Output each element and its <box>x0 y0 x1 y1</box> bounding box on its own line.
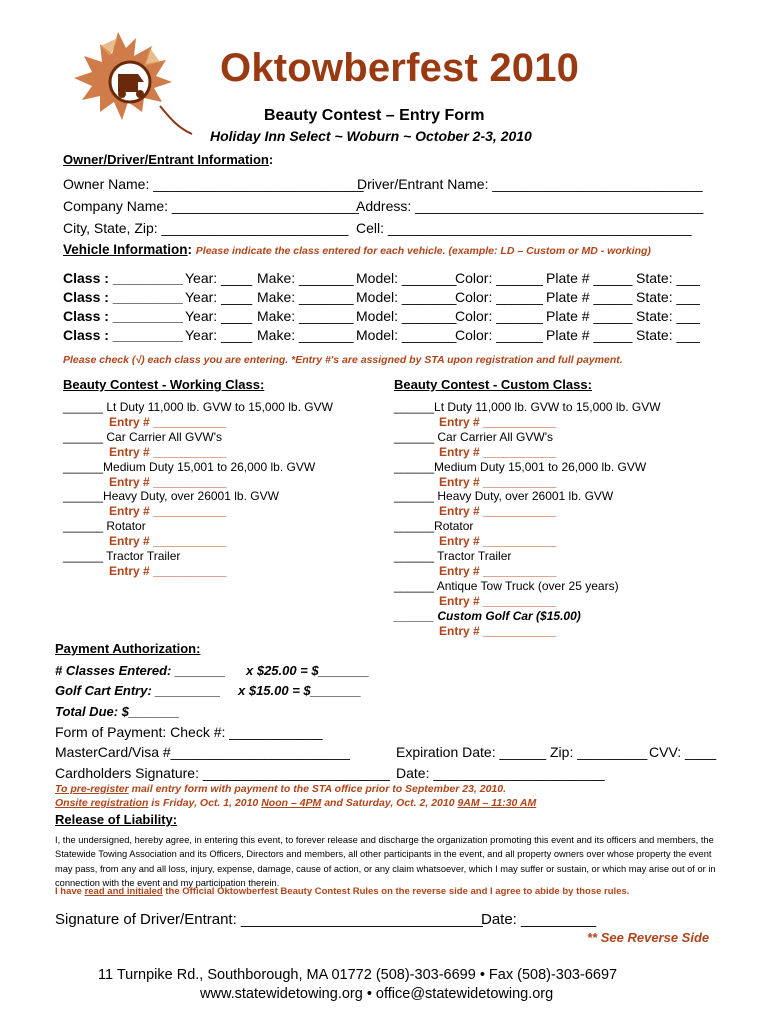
liability-heading: Release of Liability: <box>55 812 178 827</box>
preregister-text: mail entry form with payment to the STA office prior to September 23, 2010. <box>128 783 507 795</box>
vehicle-class-field[interactable]: Class : _________ <box>63 327 183 343</box>
footer-web: www.statewidetowing.org • office@statewidetowing.org <box>200 986 554 1002</box>
payment-heading: Payment Authorization: <box>55 641 201 656</box>
working_class-item[interactable]: ______Heavy Duty, over 26001 lb. GVW <box>63 489 279 504</box>
cardholder-signature-field[interactable]: Cardholders Signature: ________________________ <box>55 765 390 781</box>
expiration-field[interactable]: Expiration Date: ______ <box>396 744 547 760</box>
vehicle-plate-field[interactable]: Plate # _____ <box>546 270 633 286</box>
working_class-entry-number: Entry # ___________ <box>109 534 227 549</box>
owner-name-field[interactable]: Owner Name: ___________________________ <box>63 176 364 192</box>
onsite-text-2: and Saturday, Oct. 2, 2010 <box>321 797 458 809</box>
owner-heading-text: Owner/Driver/Entrant Information <box>63 152 269 167</box>
vehicle-note: Please indicate the class entered for each vehicle. (example: LD – Custom or MD - working) <box>195 245 651 257</box>
preregister-note <box>55 783 506 795</box>
agree-text-3: the Official Oktowberfest Beauty Contest Rules on the reverse side and I agree to abide by those rules. <box>162 886 630 897</box>
vehicle-heading-text: Vehicle Information <box>63 242 188 257</box>
see-reverse-note: ** See Reverse Side <box>587 930 710 945</box>
vehicle-make-field[interactable]: Make: _______ <box>257 270 354 286</box>
working_class-entry-number: Entry # ___________ <box>109 444 227 459</box>
vehicle-make-field[interactable]: Make: _______ <box>257 327 354 343</box>
liability-text: I, the undersigned, hereby agree, in entering this event, to forever release and discharge the organization promoting this event and its officers and members, the Statewide Towing Association and its Officers, Directors and members, all other participants in the event, and all property owners over whose property the event may pass, from any and all loss, injury, expense, damage, cause of action, or any claim whatsoever, which I may suffer or sustain, or which may arise out of or in connection with the event and my participation therein. <box>55 835 716 888</box>
owner-heading-colon: : <box>268 152 274 167</box>
working_class-entry-number: Entry # ___________ <box>109 504 227 519</box>
agree-text-2: read and initialed <box>84 886 163 897</box>
custom_class-entry-number: Entry # ___________ <box>439 593 557 608</box>
classes-calc: x $25.00 = $_______ <box>246 663 370 678</box>
vehicle-year-field[interactable]: Year: ____ <box>185 308 253 324</box>
vehicle-model-field[interactable]: Model: _______ <box>356 327 457 343</box>
cvv-field[interactable]: CVV: ____ <box>649 744 717 760</box>
custom_class-item[interactable]: ______ Car Carrier All GVW's <box>394 429 554 444</box>
vehicle-color-field[interactable]: Color: ______ <box>455 327 543 343</box>
golf-cart-field[interactable]: Golf Cart Entry: _________ <box>55 683 221 698</box>
preregister-label: To pre-register <box>55 783 129 795</box>
custom_class-item[interactable]: ______Rotator <box>394 519 474 534</box>
vehicle-section-heading <box>63 242 651 257</box>
form-of-payment-field[interactable]: Form of Payment: Check #: ____________ <box>55 724 323 740</box>
onsite-text-1: is Friday, Oct. 1, 2010 <box>148 797 262 809</box>
vehicle-class-field[interactable]: Class : _________ <box>63 270 183 286</box>
vehicle-heading-colon: : <box>187 242 196 257</box>
driver-name-field[interactable]: Driver/Entrant Name: ___________________________ <box>357 176 703 192</box>
working_class-item[interactable]: ______ Tractor Trailer <box>63 549 181 563</box>
custom_class-entry-number: Entry # ___________ <box>439 444 557 459</box>
maple-leaf-logo-icon <box>60 26 200 138</box>
working_class-entry-number: Entry # ___________ <box>109 415 227 429</box>
company-name-field[interactable]: Company Name: ________________________ <box>63 198 359 214</box>
onsite-label: Onsite registration <box>55 797 149 809</box>
working-class-heading: Beauty Contest - Working Class: <box>63 377 265 392</box>
custom_class-item[interactable]: ______Medium Duty 15,001 to 26,000 lb. GVW <box>394 459 647 474</box>
card-number-field[interactable]: MasterCard/Visa #_______________________ <box>55 744 350 760</box>
vehicle-make-field[interactable]: Make: _______ <box>257 289 354 305</box>
custom_class-item[interactable]: ______ Antique Tow Truck (over 25 years) <box>394 578 619 593</box>
vehicle-year-field[interactable]: Year: ____ <box>185 327 253 343</box>
custom_class-item[interactable]: ______ Heavy Duty, over 26001 lb. GVW <box>394 489 614 504</box>
onsite-time-2: 9AM – 11:30 AM <box>457 797 537 809</box>
onsite-time-1: Noon – 4PM <box>261 797 322 809</box>
check-note: Please check (√) each class you are entering. *Entry #'s are assigned by STA upon registration and full payment. <box>63 354 623 366</box>
working_class-item[interactable]: ______ Lt Duty 11,000 lb. GVW to 15,000 lb. GVW <box>63 400 333 414</box>
total-due-field[interactable]: Total Due: $_______ <box>55 704 180 719</box>
vehicle-year-field[interactable]: Year: ____ <box>185 270 253 286</box>
vehicle-model-field[interactable]: Model: _______ <box>356 270 457 286</box>
vehicle-state-field[interactable]: State: ___ <box>636 289 700 305</box>
zip-field[interactable]: Zip: _________ <box>550 744 648 760</box>
classes-entered-field[interactable]: # Classes Entered: _______ <box>55 663 226 678</box>
vehicle-color-field[interactable]: Color: ______ <box>455 308 543 324</box>
cell-field[interactable]: Cell: _______________________________________ <box>356 220 692 236</box>
owner-section-heading <box>63 152 273 167</box>
working_class-item[interactable]: ______ Car Carrier All GVW's <box>63 429 223 444</box>
vehicle-state-field[interactable]: State: ___ <box>636 327 700 343</box>
custom_class-entry-number: Entry # ___________ <box>439 623 557 638</box>
vehicle-class-field[interactable]: Class : _________ <box>63 308 183 324</box>
page-title: Oktowberfest 2010 <box>220 46 580 90</box>
custom-class-heading: Beauty Contest - Custom Class: <box>394 377 592 392</box>
working_class-entry-number: Entry # ___________ <box>109 564 227 578</box>
custom_class-entry-number: Entry # ___________ <box>439 415 557 429</box>
vehicle-make-field[interactable]: Make: _______ <box>257 308 354 324</box>
working_class-item[interactable]: ______ Rotator <box>63 519 146 534</box>
custom_class-entry-number: Entry # ___________ <box>439 504 557 519</box>
custom_class-entry-number: Entry # ___________ <box>439 564 557 578</box>
custom_class-entry-number: Entry # ___________ <box>439 534 557 549</box>
agree-text-1: I have <box>55 886 85 897</box>
onsite-note <box>55 797 536 809</box>
vehicle-color-field[interactable]: Color: ______ <box>455 270 543 286</box>
driver-signature-field[interactable]: Signature of Driver/Entrant: _____________________________ <box>55 911 483 928</box>
vehicle-plate-field[interactable]: Plate # _____ <box>546 308 633 324</box>
vehicle-model-field[interactable]: Model: _______ <box>356 308 457 324</box>
address-field[interactable]: Address: _____________________________________ <box>356 198 704 214</box>
custom_class-entry-number: Entry # ___________ <box>439 474 557 489</box>
vehicle-class-field[interactable]: Class : _________ <box>63 289 183 305</box>
custom_class-item[interactable]: ______ Custom Golf Car ($15.00) <box>394 608 581 623</box>
vehicle-plate-field[interactable]: Plate # _____ <box>546 289 633 305</box>
event-location: Holiday Inn Select ~ Woburn ~ October 2-3, 2010 <box>210 128 532 144</box>
working_class-item[interactable]: ______Medium Duty 15,001 to 26,000 lb. GVW <box>63 459 316 474</box>
vehicle-color-field[interactable]: Color: ______ <box>455 289 543 305</box>
agree-note <box>55 886 629 897</box>
vehicle-year-field[interactable]: Year: ____ <box>185 289 253 305</box>
vehicle-state-field[interactable]: State: ___ <box>636 270 700 286</box>
city-state-zip-field[interactable]: City, State, Zip: ________________________ <box>63 220 349 236</box>
form-subtitle: Beauty Contest – Entry Form <box>264 107 485 124</box>
custom_class-item[interactable]: ______Lt Duty 11,000 lb. GVW to 15,000 lb. GVW <box>394 400 661 414</box>
working_class-entry-number: Entry # ___________ <box>109 474 227 489</box>
custom_class-item[interactable]: ______ Tractor Trailer <box>394 549 512 563</box>
vehicle-state-field[interactable]: State: ___ <box>636 308 700 324</box>
vehicle-plate-field[interactable]: Plate # _____ <box>546 327 633 343</box>
vehicle-model-field[interactable]: Model: _______ <box>356 289 457 305</box>
cardholder-date-field[interactable]: Date: ______________________ <box>396 765 605 781</box>
golf-calc: x $15.00 = $_______ <box>238 683 362 698</box>
footer-address: 11 Turnpike Rd., Southborough, MA 01772 (508)-303-6699 • Fax (508)-303-6697 <box>98 967 618 983</box>
driver-date-field[interactable]: Date: _________ <box>481 911 597 928</box>
